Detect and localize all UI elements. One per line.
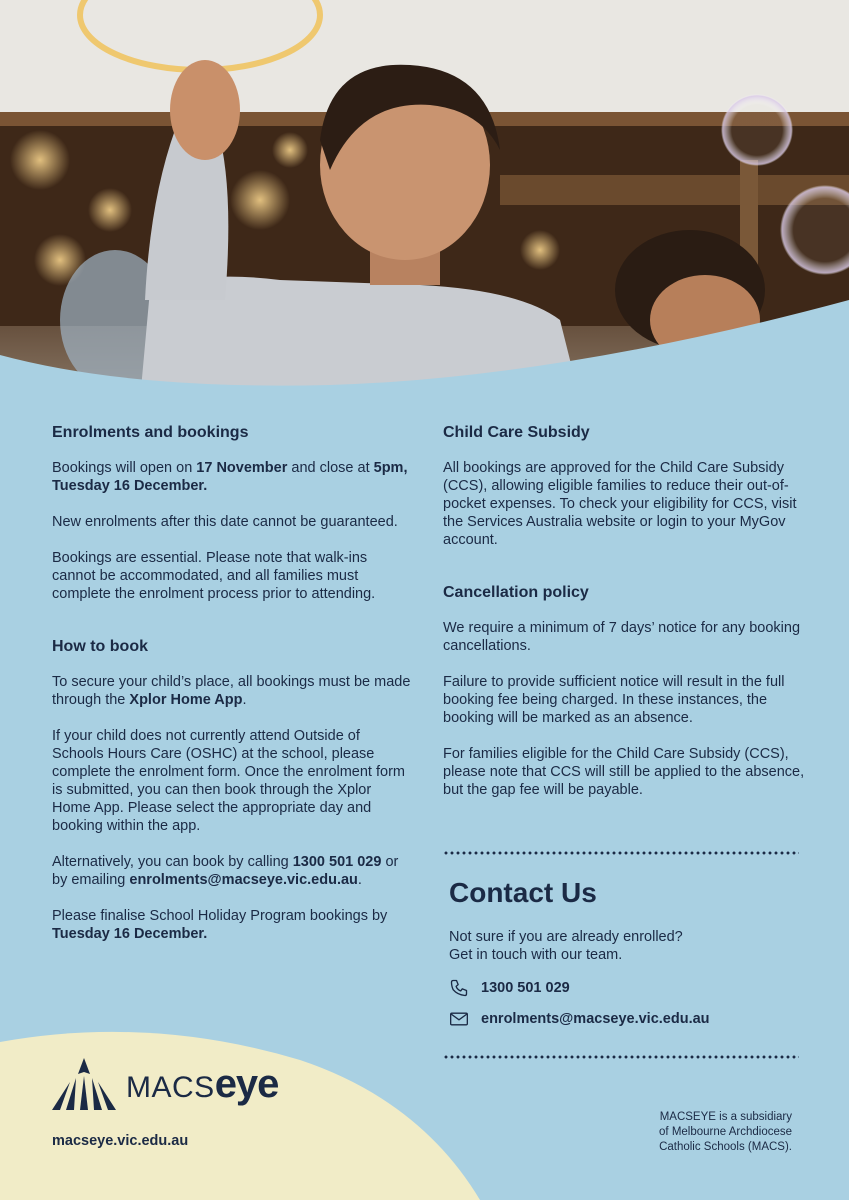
text: Get in touch with our team. — [449, 947, 623, 963]
contact-heading: Contact Us — [449, 877, 597, 908]
enrolments-paragraph-dates — [52, 459, 412, 495]
mail-icon — [449, 1011, 469, 1027]
contact-phone-row[interactable] — [449, 978, 809, 998]
macseye-wordmark — [126, 1062, 278, 1107]
text: of Melbourne Archdiocese — [659, 1126, 792, 1138]
ccs-paragraph: All bookings are approved for the Child Care Subsidy (CCS), allowing eligible families to reduce their out-of-pocket expenses. To check your eligibility for CCS, visit the Services Australia website or login to your MyGov account. — [443, 460, 797, 548]
email-address[interactable]: enrolments@macseye.vic.edu.au — [129, 872, 358, 888]
contact-email[interactable]: enrolments@macseye.vic.edu.au — [481, 1011, 710, 1027]
phone-number: 1300 501 029 — [292, 854, 382, 870]
cancellation-paragraph-fee: Failure to provide sufficient notice will result in the full booking fee being charged. In these instances, the booking will be marked as an absence. — [443, 674, 785, 726]
how-to-book-heading: How to book — [52, 638, 148, 655]
ccs-heading: Child Care Subsidy — [443, 424, 590, 441]
book-paragraph-finalise — [52, 907, 412, 943]
wordmark-macs: MACS — [126, 1070, 215, 1104]
contact-phone[interactable]: 1300 501 029 — [481, 980, 570, 996]
book-paragraph-oshc: If your child does not currently attend Outside of Schools Hours Care (OSHC) at the school, please complete the enrolment form. Once the enrolment form is submitted, you can then book through the Xplor Home App. Please select the appropriate day and booking within the app. — [52, 728, 405, 834]
text: Catholic Schools (MACS). — [659, 1141, 792, 1153]
wordmark-eye: eye — [214, 1061, 279, 1106]
enrolments-heading: Enrolments and bookings — [52, 424, 249, 441]
contact-section — [449, 876, 809, 1040]
enrolments-paragraph-essential: Bookings are essential. Please note that walk-ins cannot be accommodated, and all families must complete the enrolment process prior to attending. — [52, 550, 376, 602]
cancellation-heading: Cancellation policy — [443, 584, 589, 601]
cancellation-paragraph-notice: We require a minimum of 7 days’ notice for any booking cancellations. — [443, 620, 801, 654]
macseye-logo-mark-icon — [52, 1056, 116, 1112]
phone-icon — [449, 978, 469, 998]
text: . — [357, 872, 362, 888]
enrolments-paragraph-guarantee: New enrolments after this date cannot be guaranteed. — [52, 514, 398, 530]
dotted-divider-top — [443, 851, 799, 855]
cancellation-paragraph-ccs: For families eligible for the Child Care Subsidy (CCS), please note that CCS will still be applied to the absence, but the gap fee will be payable. — [443, 746, 805, 798]
text: MACSEYE is a subsidiary — [659, 1111, 792, 1123]
text: . — [242, 692, 247, 708]
finalise-date: Tuesday 16 December. — [52, 926, 208, 942]
open-date: 17 November — [196, 460, 288, 476]
contact-intro — [449, 928, 809, 964]
text: or by emailing — [52, 854, 399, 888]
text: Please finalise School Holiday Program bookings by — [52, 908, 388, 924]
book-paragraph-alternative — [52, 853, 412, 889]
book-paragraph-app — [52, 673, 412, 709]
contact-email-row[interactable] — [449, 1009, 809, 1029]
close-date: 5pm, Tuesday 16 December. — [52, 460, 408, 494]
website-url[interactable]: macseye.vic.edu.au — [52, 1133, 189, 1149]
text: Bookings will open on — [52, 460, 197, 476]
text: Alternatively, you can book by calling — [52, 854, 293, 870]
subsidiary-note — [600, 1110, 792, 1155]
text: and close at — [287, 460, 374, 476]
left-column — [52, 423, 412, 961]
text: Not sure if you are already enrolled? — [449, 929, 683, 945]
right-column — [443, 423, 808, 817]
dotted-divider-bottom — [443, 1055, 799, 1059]
app-name: Xplor Home App — [129, 692, 243, 708]
macseye-logo — [52, 1056, 278, 1112]
text: To secure your child’s place, all bookings must be made through the — [52, 674, 411, 708]
wave-divider — [0, 290, 849, 410]
